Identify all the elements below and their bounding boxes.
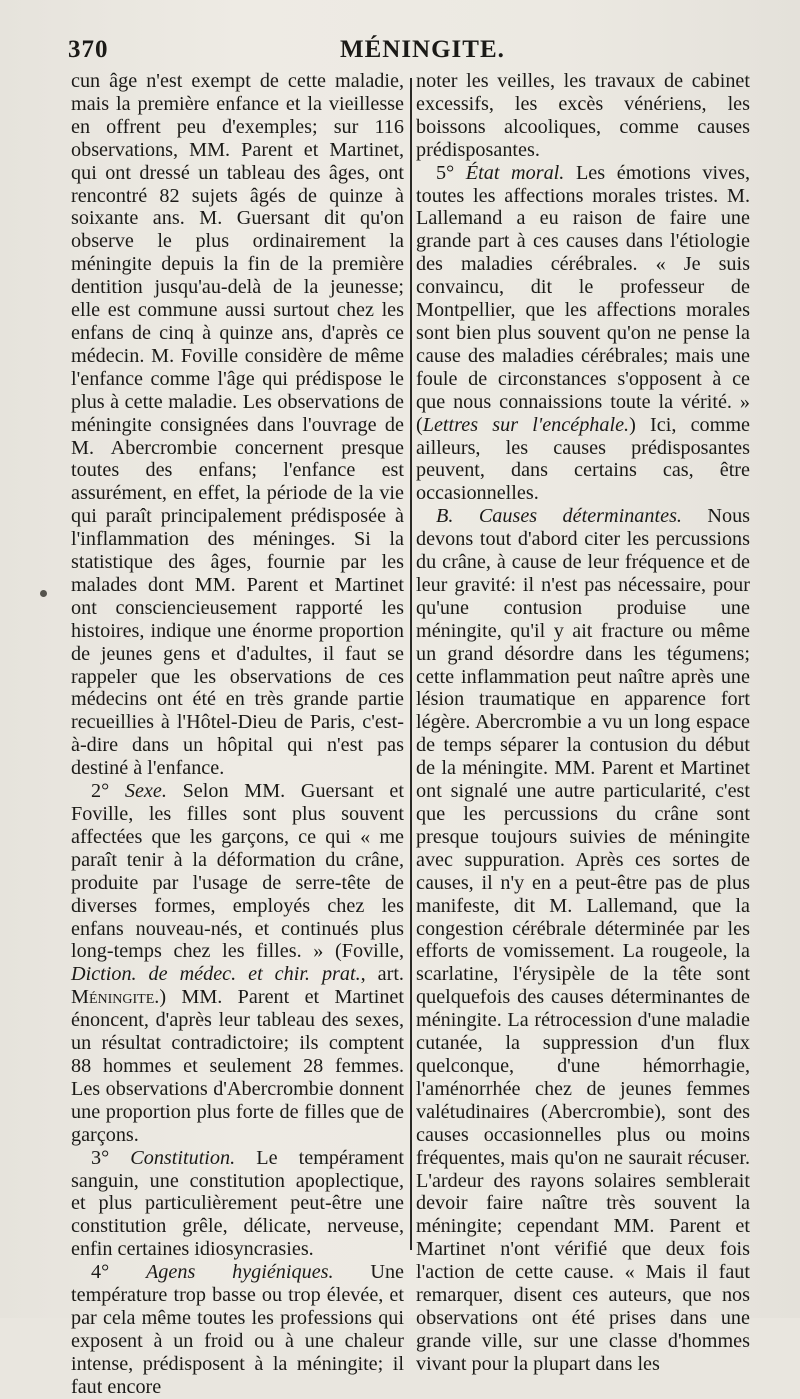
- paragraph-text: ) Ici, comme ailleurs, les causes prédisposantes peuvent, dans certains cas, être occasionnelles.: [416, 413, 750, 505]
- paragraph-text: Le tempérament sanguin, une constitution apoplectique, et plus particulièrement peut-être une constitution grêle, délicate, nerveuse, enfin certaines idiosyncrasies.: [71, 1146, 405, 1261]
- section-title-etat-moral: État moral.: [465, 161, 565, 184]
- section-title-causes: Causes déterminantes.: [478, 505, 682, 528]
- citation: Lettres sur l'encéphale.: [422, 413, 630, 436]
- column-divider: [410, 78, 412, 1250]
- paragraph-text: .) MM. Parent et Martinet énoncent, d'après leur tableau des sexes, un résultat contradictoire; ils comptent 88 hommes et seulement 28 femmes. Les observations d'Abercrombie donnent une proportion plus forte de filles que de garçons.: [71, 986, 404, 1146]
- paragraph-constitution: [71, 1147, 404, 1262]
- left-column: [71, 70, 404, 1399]
- section-title-agens: Agens hygiéniques.: [145, 1261, 334, 1284]
- paragraph-text: Les émotions vives, toutes les affections morales tristes. M. Lallemand a eu raison de faire une grande part à ces causes dans l'étiologie des maladies cérébrales. « Je suis convaincu, dit le professeur de Montpellier, que les affections morales sont bien plus souvent qu'on ne pense la cause des maladies cérébrales; mais une foule de circonstances s'opposent à ce que nous connaissions toute la vérité. » (: [416, 161, 751, 436]
- section-title-sexe: Sexe.: [124, 780, 167, 803]
- article-word: Méningite: [71, 986, 155, 1009]
- section-number: 2°: [91, 780, 110, 803]
- citation: Diction. de médec. et chir. prat.: [71, 963, 361, 986]
- paragraph-text: Nous devons tout d'abord citer les percussions du crâne, à cause de leur fréquence et de leur gravité: il n'est pas nécessaire, pour qu'une contusion produise une méningite, qu'il y ait fracture ou même un grand désordre dans les tégumens; cette inflammation peut naître après une lésion traumatique en apparence fort légère. Abercrombie a vu un long espace de temps séparer la contusion du début de la méningite. MM. Parent et Martinet ont signalé une autre particularité, c'est que les percussions du crâne sont presque toujours suivies de méningite avec suppuration. Après ces sortes de causes, il n'y en a peut-être pas de plus manifeste, dit M. Lallemand, que la congestion cérébrale déterminée par les efforts de vomissement. La rougeole, la scarlatine, l'érysipèle de la tête sont quelquefois des causes déterminantes de méningite. La rétrocession d'une maladie cutanée, la suppression d'un flux quelconque, d'une hémorrhagie, l'aménorrhée chez de jeunes femmes valétudinaires (Abercrombie), sont des causes occasionnelles plus ou moins fréquentes, mais qu'on ne saurait récuser. L'ardeur des rayons solaires semblerait devoir faire naître très souvent la méningite; cependant MM. Parent et Martinet n'ont vérifié que deux fois l'action de cette cause. « Mais il faut remarquer, disent ces auteurs, que nos observations ont été prises dans une grande ville, sur une classe d'hommes vivant pour la plupart dans les: [416, 505, 751, 1375]
- page-header: [0, 36, 800, 70]
- section-number: 5°: [436, 161, 455, 184]
- section-title-constitution: Constitution.: [130, 1146, 236, 1169]
- running-title: MÉNINGITE.: [340, 36, 505, 63]
- ink-spot: [40, 590, 47, 597]
- right-column: [416, 70, 750, 1376]
- section-number: 4°: [91, 1261, 110, 1284]
- paragraph-causes-determinantes: [416, 505, 750, 1375]
- page-number: 370: [68, 36, 109, 63]
- section-letter: B.: [436, 505, 454, 528]
- paragraph-etat-moral: [416, 162, 750, 506]
- paragraph-age: cun âge n'est exempt de cette maladie, mais la première enfance et la vieillesse en offrent peu d'exemples; sur 116 observations, MM. Parent et Martinet, qui ont dressé un tableau des âges, ont rencontré 82 sujets âgés de quinze à soixante ans. M. Guersant dit qu'on observe le plus ordinairement la méningite depuis la fin de la première dentition jusqu'au-delà de la jeunesse; elle est commune aussi surtout chez les enfans de cinq à quinze ans, d'après ce médecin. M. Foville considère de même l'enfance comme l'âge qui prédispose le plus à cette maladie. Les observations de méningite consignées dans l'ouvrage de M. Abercrombie concernent presque toutes des enfans; l'enfance est assurément, en effet, la période de la vie qui paraît principalement prédisposée à l'inflammation des méninges. Si la statistique des âges, fournie par les malades dont MM. Parent et Martinet ont consciencieusement rapporté les histoires, indique une énorme proportion de jeunes gens et d'adultes, il faut se rappeler que les observations de ces médecins ont été en très grande partie recueillies à l'Hôtel-Dieu de Paris, c'est-à-dire dans un hôpital qui n'est pas destiné à l'enfance.: [71, 70, 404, 780]
- paragraph-text: Selon MM. Guersant et Foville, les filles sont plus souvent affectées que les garçons, ce qui « me paraît tenir à la déformation du crâne, produite par l'usage de serre-tête de diverses formes, employés chez les enfans nouveau-nés, et continués plus long-temps chez les filles. » (Foville,: [71, 780, 405, 963]
- paragraph-text: Une température trop basse ou trop élevée, et par cela même toutes les professions qui exposent à un froid ou à une chaleur intense, prédisposent à la méningite; il faut encore: [71, 1261, 405, 1398]
- paragraph-sexe: [71, 780, 404, 1147]
- paragraph-continuation: noter les veilles, les travaux de cabinet excessifs, les excès vénériens, les boissons alcooliques, comme causes prédisposantes.: [416, 70, 750, 161]
- section-number: 3°: [91, 1146, 110, 1169]
- paragraph-text: , art.: [360, 963, 404, 986]
- paragraph-agens: [71, 1261, 404, 1398]
